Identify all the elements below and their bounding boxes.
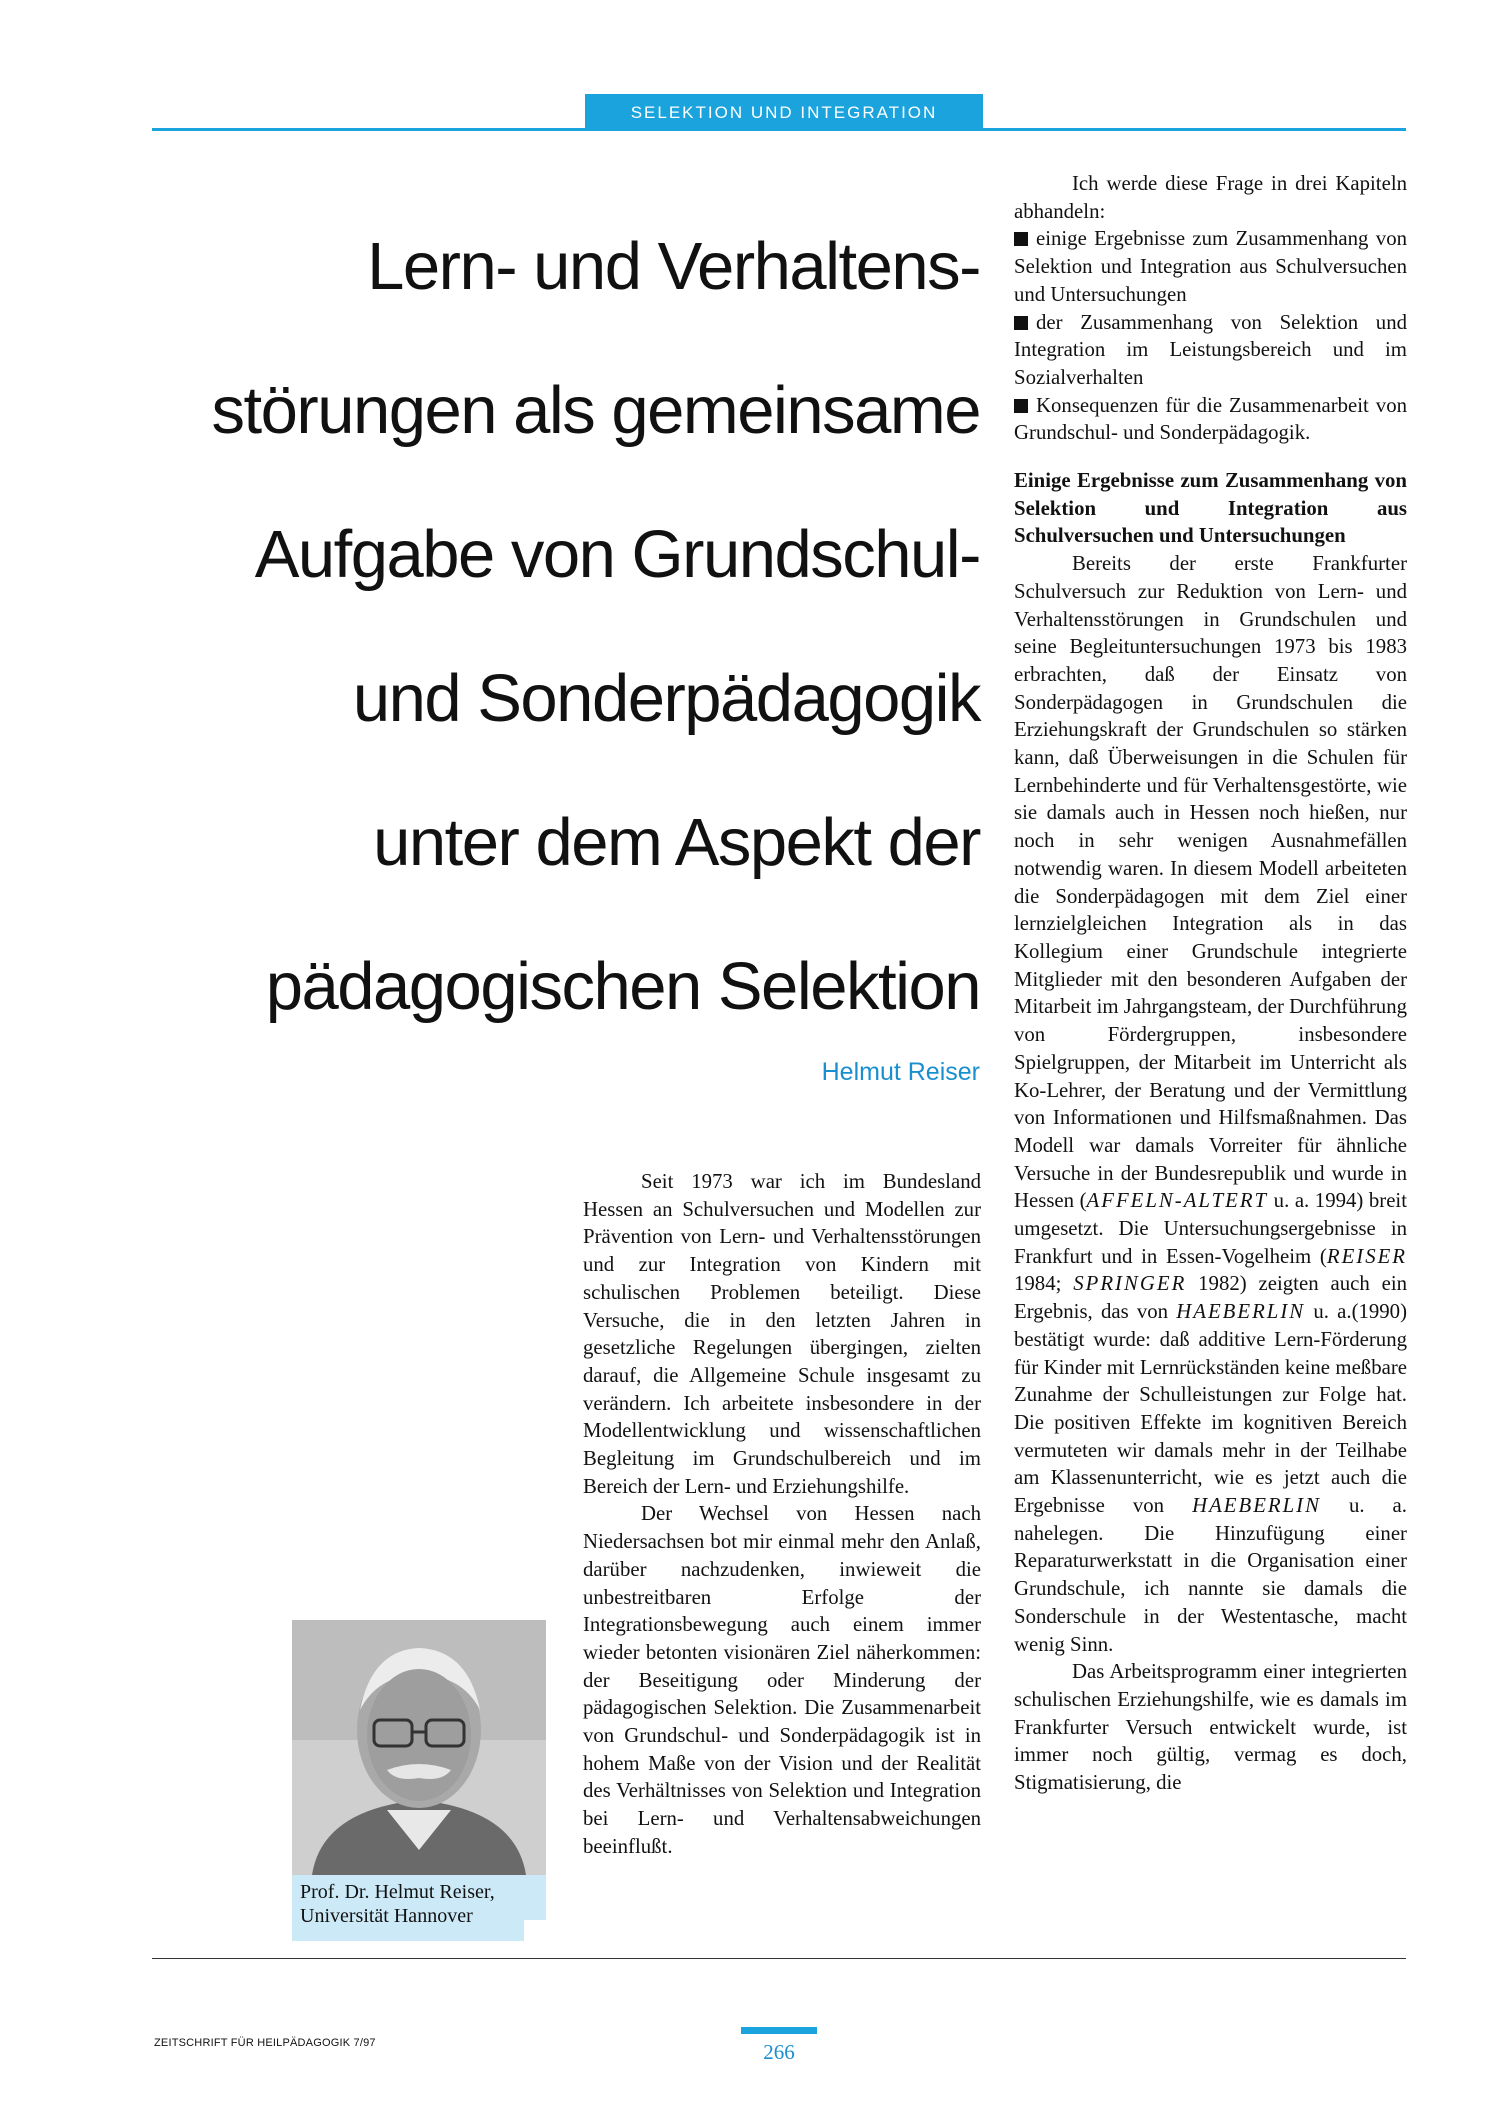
caption-notch <box>524 1920 546 1945</box>
citation: AFFELN-ALTERT <box>1086 1189 1269 1213</box>
body-paragraph: Das Arbeitsprogramm einer integrierten schulischen Erziehungshilfe, wie es damals im Frankfurter Versuch entwickelt wurde, ist immer noch gültig, vermag es doch, Stigmatisierung, die <box>1014 1660 1407 1795</box>
citation: REISER <box>1326 1244 1407 1268</box>
bullet-item <box>1014 225 1407 308</box>
square-bullet-icon <box>1014 316 1028 330</box>
intro-column <box>583 1168 981 1861</box>
citation: HAEBERLIN <box>1192 1494 1321 1518</box>
title-line: Lern- und Verhaltens- <box>367 229 980 304</box>
body-paragraph: Bereits der erste Frankfurter Schulversuch zur Reduktion von Lern- und Verhaltensstörungen in Grundschulen und seine Begleituntersuchungen 1973 bis 1983 erbrachten, daß der Einsatz von Sonderpädagogen in Grundschulen die Erziehungskraft der Grundschulen so stärken kann, daß Überweisungen in die Schulen für Lernbehinderte und für Verhaltensgestörte, wie sie damals auch in Hessen noch hießen, nur noch in sehr wenigen Ausnahmefällen notwendig waren. In diesem Modell arbeiteten die Sonderpädagogen mit dem Ziel einer lernzielgleichen Integration als in das Kollegium einer Grundschule integrierte Mitglieder mit den besonderen Aufgaben der Mitarbeit im Jahrgangsteam, der Durchführung von Fördergruppen, insbesondere Spielgruppen, der Mitarbeit im Unterricht als Ko-Lehrer, der Beratung und der Vermittlung von Informationen und Hilfsmaßnahmen. Das Modell war damals Vorreiter für ähnliche Versuche in der Bundesrepublik und wurde in Hessen (AFFELN-ALTERT u. a. 1994) breit umgesetzt. Die Untersuchungsergebnisse in Frankfurt und in Essen-Vogelheim (REISER 1984; SPRINGER 1982) zeigten auch ein Ergebnis, das von HAEBERLIN u. a.(1990) bestätigt wurde: daß additive Lern-Förderung für Kinder mit Lernrückständen keine meßbare Zunahme der Schulleistungen zur Folge hat. Die positiven Effekte im kognitiven Bereich vermuteten wir damals mehr in der Teilhabe am Klassenunterricht, wie es jetzt auch die Ergebnisse von HAEBERLIN u. a. nahelegen. Die Hinzufügung einer Reparaturwerkstatt in die Organisation einer Grundschule, ich nannte sie damals die Sonderschule in der Westentasche, macht wenig Sinn. <box>1014 552 1408 1656</box>
body-column <box>1014 170 1407 1797</box>
author-name: Helmut Reiser <box>821 1058 980 1086</box>
caption-line: Universität Hannover <box>300 1905 473 1927</box>
citation: HAEBERLIN <box>1176 1300 1306 1324</box>
citation: SPRINGER <box>1073 1272 1187 1296</box>
title-line: unter dem Aspekt der <box>373 805 980 880</box>
author-photo <box>292 1620 546 1875</box>
photo-caption <box>292 1875 546 1941</box>
title-line: Aufgabe von Grundschul- <box>254 517 980 592</box>
title-line: störungen als gemeinsame <box>211 373 980 448</box>
square-bullet-icon <box>1014 399 1028 413</box>
page-number: 266 <box>763 2040 795 2064</box>
portrait-image <box>292 1620 546 1875</box>
title-line: und Sonderpädagogik <box>352 661 980 736</box>
bullet-item <box>1014 392 1407 447</box>
article-title <box>160 195 980 1059</box>
square-bullet-icon <box>1014 232 1028 246</box>
bullet-text: der Zusammenhang von Selektion und Integration im Leistungsbereich und im Sozialverhalten <box>1014 310 1407 389</box>
intro-paragraph: Seit 1973 war ich im Bundesland Hessen an Schulversuchen und Modellen zur Prävention von Lern- und Verhaltensstörungen und zur Integration von Kindern mit schulischen Problemen beteiligt. Diese Versuche, die in den letzten Jahren in gesetzliche Regelungen übergingen, zielten darauf, die Allgemeine Schule insgesamt zu verändern. Ich arbeitete insbesondere in der Modellentwicklung und wissenschaftlichen Begleitung im Grundschulbereich und im Bereich der Lern- und Erziehungshilfe. <box>583 1170 981 1498</box>
journal-name: ZEITSCHRIFT FÜR HEILPÄDAGOGIK 7/97 <box>154 2037 376 2049</box>
footer-rule <box>152 1958 1406 1959</box>
intro-paragraph: Der Wechsel von Hessen nach Niedersachsen bot mir einmal mehr den Anlaß, darüber nachzudenken, inwieweit die unbestreitbaren Erfolge der Integrationsbewegung auch einem immer wieder betonten visionären Ziel näherkommen: der Beseitigung oder Minderung der pädagogischen Selektion. Die Zusammenarbeit von Grundschul- und Sonderpädagogik ist in hohem Maße von der Vision und der Realität des Verhältnisses von Selektion und Integration bei Lern- und Verhaltensabweichungen beeinflußt. <box>583 1502 981 1858</box>
page-number-bar <box>741 2027 817 2034</box>
lead-paragraph: Ich werde diese Frage in drei Kapiteln abhandeln: <box>1014 172 1407 223</box>
section-header: SELEKTION UND INTEGRATION <box>585 94 983 131</box>
bullet-text: einige Ergebnisse zum Zusammenhang von Selektion und Integration aus Schulversuchen und Untersuchungen <box>1014 227 1407 306</box>
caption-line: Prof. Dr. Helmut Reiser, <box>300 1881 495 1903</box>
bullet-item <box>1014 309 1407 392</box>
section-heading: Einige Ergebnisse zum Zusammenhang von Selektion und Integration aus Schulversuchen und Untersuchungen <box>1014 469 1407 548</box>
bullet-text: Konsequenzen für die Zusammenarbeit von Grundschul- und Sonderpädagogik. <box>1014 393 1407 445</box>
title-line: pädagogischen Selektion <box>265 949 980 1024</box>
